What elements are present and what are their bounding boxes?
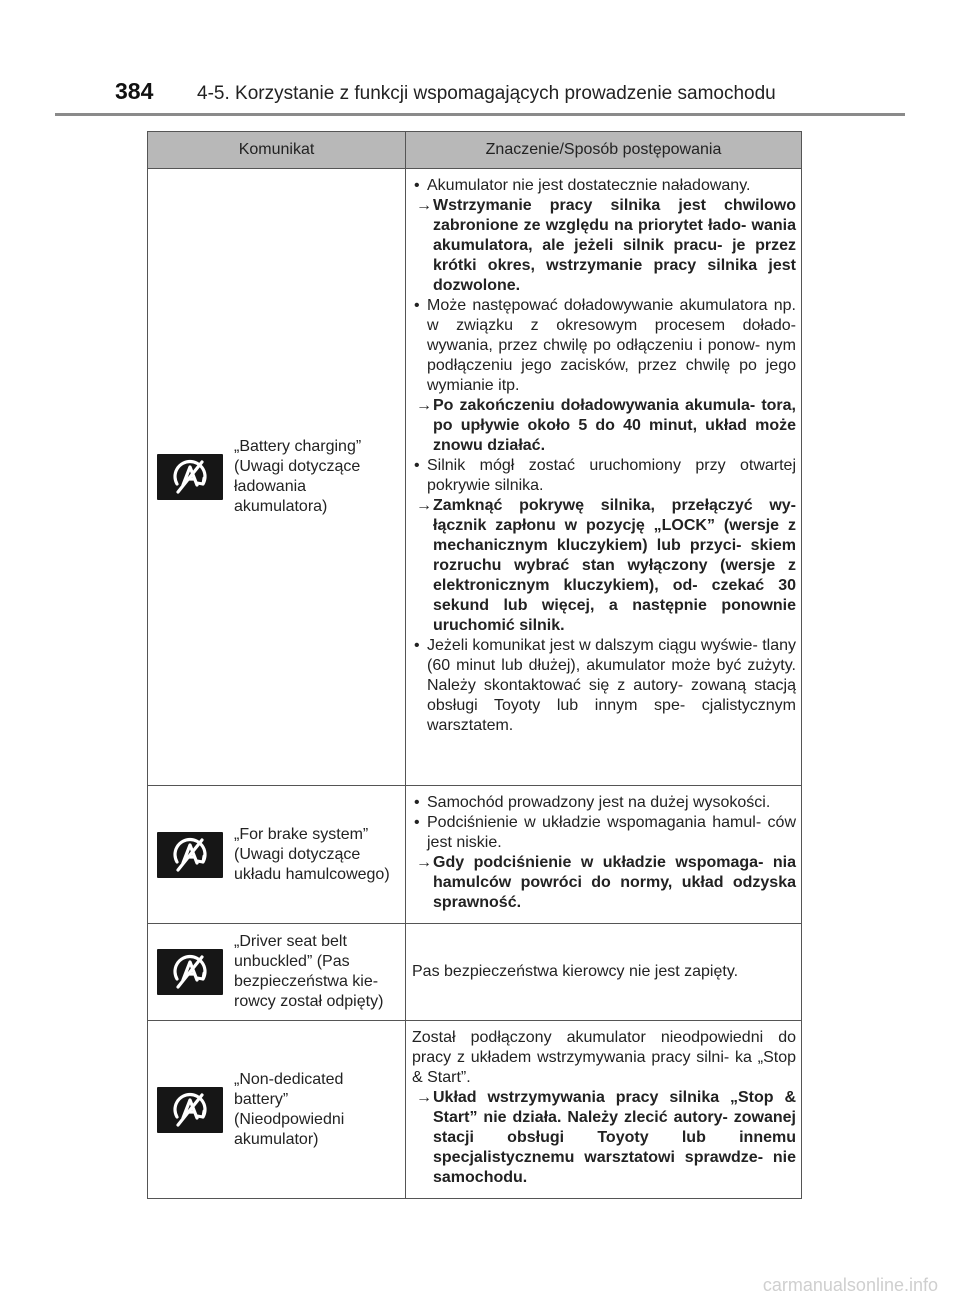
stop-start-warning-icon [157, 1087, 223, 1133]
message-cell [148, 924, 406, 1021]
plain-text: Został podłączony akumulator nieodpowiedni do pracy z układem wstrzymywania pracy silni- ka „Stop & Start”. [412, 1029, 796, 1086]
message-label: „Non-dedicated battery” (Nieodpowiedni akumulator) [234, 1070, 345, 1148]
action-text: Wstrzymanie pracy silnika jest chwilowo zabronione ze względu na priorytet łado- wania akumulatora, ale jeżeli silnik pracu- je przez krótki okres, wstrzymanie pracy silnika jest dozwolone. [433, 197, 796, 294]
action-item [412, 196, 796, 296]
bullet-text: Silnik mógł zostać uruchomiony przy otwartej pokrywie silnika. [427, 457, 796, 494]
arrow-icon: → [416, 1089, 432, 1106]
meaning-cell [406, 786, 802, 924]
message-content [148, 1070, 405, 1150]
action-item [412, 496, 796, 636]
watermark: carmanualsonline.info [762, 1275, 938, 1295]
action-text: Po zakończeniu doładowywania akumula- tora, po upływie około 5 do 40 minut, układ może znowu działać. [433, 397, 796, 454]
meaning-content [406, 169, 801, 744]
arrow-icon: → [416, 397, 432, 414]
table-body [148, 169, 802, 1199]
table-row [148, 169, 802, 786]
section-title: 4-5. Korzystanie z funkcji wspomagających prowadzenie samochodu [197, 83, 776, 104]
meaning-cell [406, 1021, 802, 1199]
arrow-icon: → [416, 197, 432, 214]
meaning-content [406, 955, 801, 990]
table-row [148, 786, 802, 924]
arrow-icon: → [416, 497, 432, 514]
message-label: „For brake system” (Uwagi dotyczące układu hamulcowego) [234, 825, 390, 883]
message-cell [148, 1021, 406, 1199]
action-text: Układ wstrzymywania pracy silnika „Stop & Start” nie działa. Należy zlecić autory- zowanej stacji obsługi Toyoty lub innemu specjalistycznemu warsztatowi sprawdze- nie samochodu. [433, 1089, 796, 1186]
bullet-item [412, 793, 796, 813]
table-row [148, 1021, 802, 1199]
message-content [148, 932, 405, 1012]
meaning-content [406, 786, 801, 921]
column-header-message: Komunikat [148, 132, 406, 169]
message-content [148, 437, 405, 517]
bullet-text: Samochód prowadzony jest na dużej wysokości. [427, 794, 771, 811]
message-cell [148, 786, 406, 924]
page-number: 384 [115, 78, 154, 104]
action-text: Gdy podciśnienie w układzie wspomaga- nia hamulców powróci do normy, układ odzyska sprawność. [433, 854, 796, 911]
table-header-row [148, 132, 802, 169]
bullet-item [412, 813, 796, 853]
bullet-item [412, 456, 796, 496]
message-label: „Driver seat belt unbuckled” (Pas bezpieczeństwa kie- rowcy został odpięty) [234, 933, 384, 1010]
plain-text: Pas bezpieczeństwa kierowcy nie jest zapięty. [412, 962, 739, 980]
meaning-cell [406, 169, 802, 786]
action-item [412, 853, 796, 913]
stop-start-warning-icon [157, 454, 223, 500]
message-content [148, 825, 405, 885]
bullet-item [412, 176, 796, 196]
message-table [147, 131, 802, 1199]
bullet-item [412, 296, 796, 396]
bullet-text: Jeżeli komunikat jest w dalszym ciągu wyświe- tlany (60 minut lub dłużej), akumulator może być zużyty. Należy skontaktować się z autory- zowaną stacją obsługi Toyoty lub innym spe- cjalistycznym warsztatem. [427, 637, 797, 734]
column-header-meaning: Znaczenie/Sposób postępowania [406, 132, 802, 169]
message-label: „Battery charging” (Uwagi dotyczące ładowania akumulatora) [234, 438, 362, 515]
action-item [412, 1088, 796, 1188]
arrow-icon: → [416, 854, 432, 871]
page-header [0, 0, 960, 118]
stop-start-warning-icon [157, 832, 223, 878]
meaning-cell [406, 924, 802, 1021]
stop-start-warning-icon [157, 949, 223, 995]
action-item [412, 396, 796, 456]
meaning-content [406, 1021, 801, 1196]
bullet-item [412, 636, 796, 736]
bullet-text: Może następować doładowywanie akumulatora np. w związku z okresowym procesem dołado- wywania, przez chwilę po odłączeniu i ponow- nym podłączeniu jego zacisków, przez chwilę po jego wymianie itp. [427, 297, 796, 394]
header-divider [55, 113, 905, 116]
bullet-text: Podciśnienie w układzie wspomagania hamul- ców jest niskie. [427, 814, 796, 851]
action-text: Zamknąć pokrywę silnika, przełączyć wy- łącznik zapłonu w pozycję „LOCK” (wersje z mechanicznym kluczykiem) lub przyci- skiem rozruchu wybrać stan wyłączony (wersje z elektronicznym kluczykiem), od- czekać 30 sekund lub więcej, a następnie ponownie uruchomić silnik. [433, 497, 796, 634]
bullet-text: Akumulator nie jest dostatecznie naładowany. [427, 177, 751, 194]
message-cell [148, 169, 406, 786]
table-row [148, 924, 802, 1021]
